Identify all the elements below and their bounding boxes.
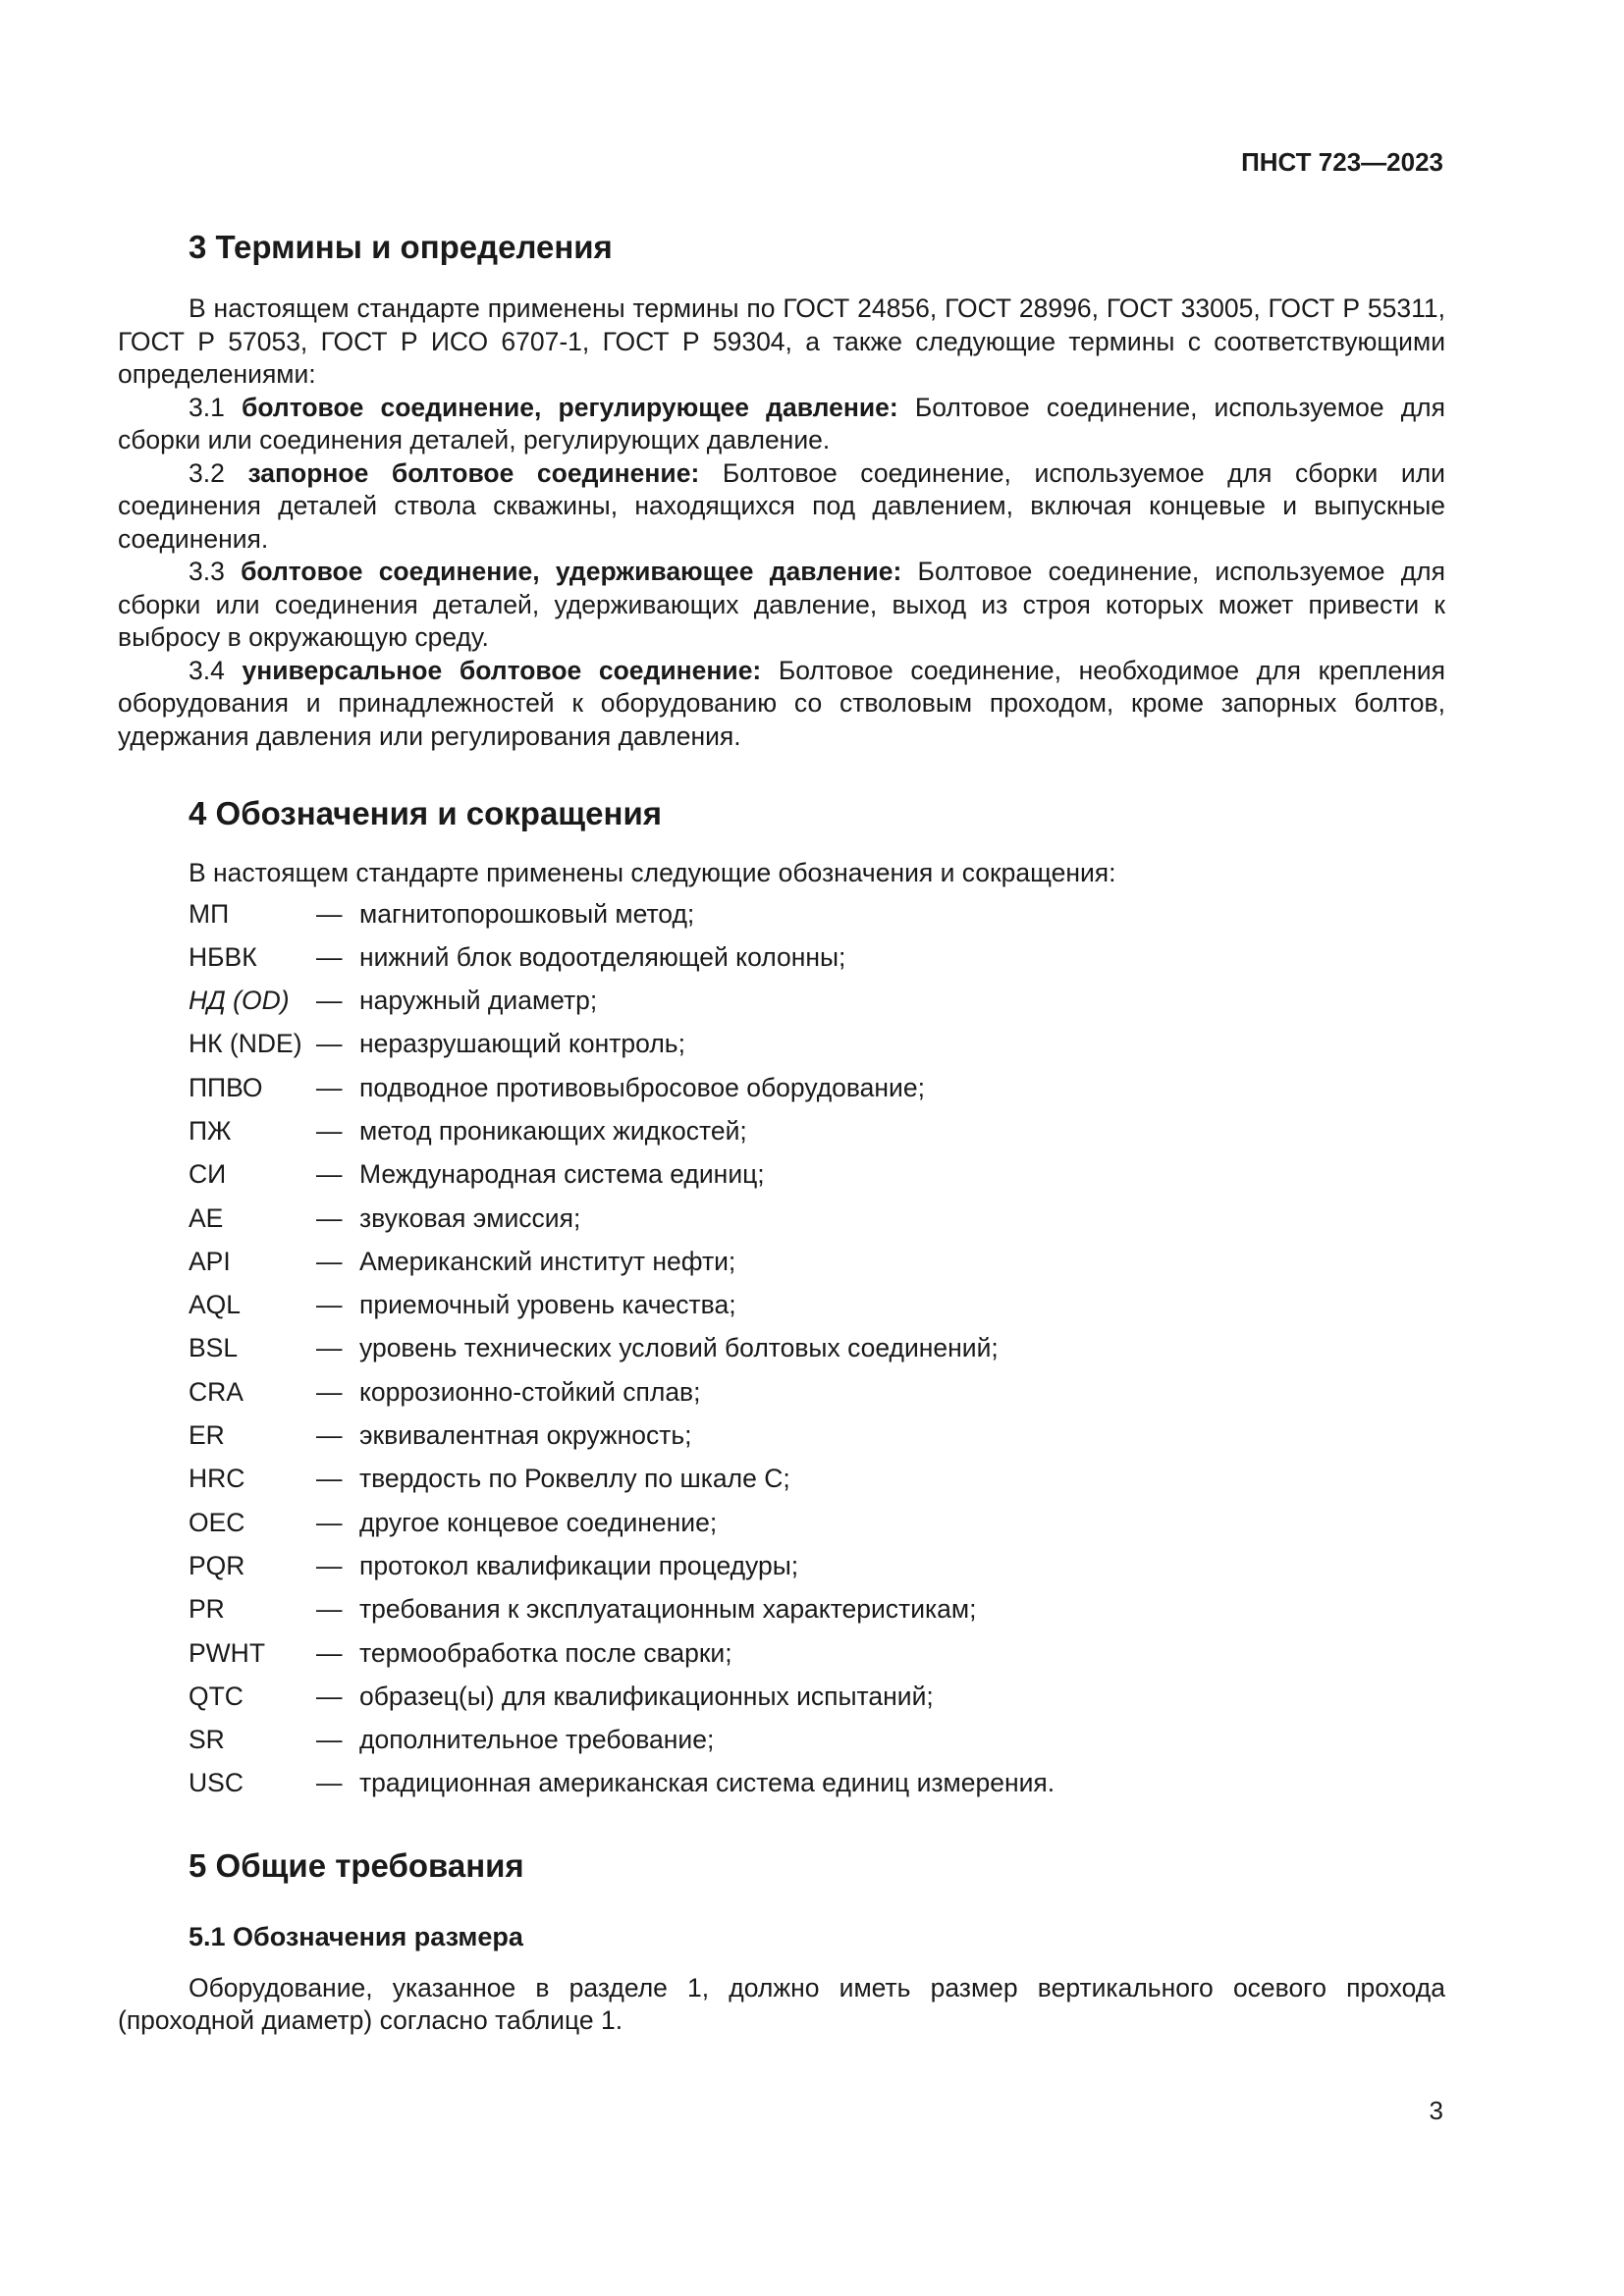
subsection-5-1-text: Оборудование, указанное в разделе 1, должно иметь размер вертикального осевого прохода (проходной диаметр) согласно таблице 1.	[118, 1972, 1445, 2036]
em-dash: —	[316, 1072, 343, 1102]
em-dash: —	[316, 1246, 343, 1276]
em-dash: —	[316, 1029, 343, 1059]
abbreviation: AQL	[189, 1290, 242, 1320]
abbreviation: ER	[189, 1420, 225, 1451]
abbreviation-description: Американский институт нефти;	[359, 1246, 736, 1276]
abbreviation-description: коррозионно-стойкий сплав;	[359, 1376, 701, 1407]
abbreviation: PWHT	[189, 1637, 266, 1668]
abbreviation-description: термообработка после сварки;	[359, 1637, 732, 1668]
em-dash: —	[316, 986, 343, 1016]
em-dash: —	[316, 1507, 343, 1537]
em-dash: —	[316, 1333, 343, 1363]
em-dash: —	[316, 1202, 343, 1233]
abbreviation-description: эквивалентная окружность;	[359, 1420, 692, 1451]
abbreviation-item	[118, 1202, 1445, 1246]
em-dash: —	[316, 1290, 343, 1320]
abbreviation: ПЖ	[189, 1115, 232, 1146]
abbreviation: API	[189, 1246, 231, 1276]
em-dash: —	[316, 1115, 343, 1146]
em-dash: —	[316, 898, 343, 929]
abbreviation-description: магнитопорошковый метод;	[359, 898, 695, 929]
abbreviation-description: другое концевое соединение;	[359, 1507, 718, 1537]
em-dash: —	[316, 1420, 343, 1451]
abbreviation-description: приемочный уровень качества;	[359, 1290, 736, 1320]
term-3-3	[118, 556, 1445, 655]
abbreviation: BSL	[189, 1333, 239, 1363]
abbreviation: AE	[189, 1202, 224, 1233]
term-definition: Болтовое соединение, используемое для сборки или соединения деталей ствола скважины, находящихся под давлением, включая концевые и выпускные соединения.	[118, 457, 1445, 554]
abbreviation-description: твердость по Роквеллу по шкале C;	[359, 1464, 790, 1494]
abbreviation-description: образец(ы) для квалификационных испытаний;	[359, 1681, 934, 1711]
abbreviation-description: протокол квалификации процедуры;	[359, 1550, 799, 1580]
abbreviation-description: дополнительное требование;	[359, 1725, 715, 1755]
term-number: 3.2	[189, 457, 225, 488]
abbreviation-description: неразрушающий контроль;	[359, 1029, 685, 1059]
abbreviation: НК (NDE)	[189, 1029, 302, 1059]
abbreviation: НБВК	[189, 941, 257, 972]
abbreviation-item	[118, 1463, 1445, 1506]
em-dash: —	[316, 1464, 343, 1494]
term-name: универсальное болтовое соединение:	[242, 655, 762, 685]
em-dash: —	[316, 1159, 343, 1190]
abbreviation-item	[118, 941, 1445, 985]
em-dash: —	[316, 1768, 343, 1798]
abbreviation-description: уровень технических условий болтовых соединений;	[359, 1333, 999, 1363]
abbreviation-item	[118, 898, 1445, 941]
abbreviation: HRC	[189, 1464, 245, 1494]
abbreviation-item	[118, 1550, 1445, 1593]
abbreviation: OEC	[189, 1507, 245, 1537]
term-name: запорное болтовое соединение:	[247, 457, 700, 488]
abbreviation-item	[118, 1115, 1445, 1158]
abbreviation-item	[118, 1419, 1445, 1463]
abbreviation-description: традиционная американская система единиц измерения.	[359, 1768, 1056, 1798]
abbreviation-item	[118, 1289, 1445, 1332]
em-dash: —	[316, 1550, 343, 1580]
document-id-header: ПНСТ 723—2023	[1241, 147, 1443, 177]
abbreviation-item	[118, 1246, 1445, 1289]
abbreviation-description: нижний блок водоотделяющей колонны;	[359, 941, 846, 972]
abbreviation-item	[118, 1681, 1445, 1724]
term-3-4	[118, 655, 1445, 754]
abbreviation-description: метод проникающих жидкостей;	[359, 1115, 747, 1146]
term-definition: Болтовое соединение, используемое для сборки или соединения деталей, регулирующих давление.	[118, 392, 1445, 454]
abbreviation-item	[118, 1158, 1445, 1201]
abbreviation-item	[118, 1332, 1445, 1375]
term-definition: Болтовое соединение, используемое для сборки или соединения деталей, удерживающих давление, выход из строя которых может привести к выбросу в окружающую среду.	[118, 557, 1445, 652]
term-definition: Болтовое соединение, необходимое для крепления оборудования и принадлежностей к оборудованию со стволовым проходом, кроме запорных болтов, удержания давления или регулирования давления.	[118, 655, 1445, 751]
abbreviation: QTC	[189, 1681, 244, 1711]
section-3-title: 3 Термины и определения	[189, 229, 613, 265]
section-4-title: 4 Обозначения и сокращения	[189, 795, 662, 831]
abbreviation-item	[118, 1507, 1445, 1550]
abbreviation: USC	[189, 1768, 244, 1798]
abbreviation-item	[118, 985, 1445, 1028]
abbreviation-item	[118, 1593, 1445, 1636]
section-5-title: 5 Общие требования	[189, 1846, 524, 1884]
term-3-2	[118, 457, 1445, 557]
page-number: 3	[1429, 2096, 1443, 2125]
page-content	[118, 224, 1445, 2038]
abbreviation: ППВО	[189, 1072, 263, 1102]
abbreviation-description: требования к эксплуатационным характеристикам;	[359, 1594, 977, 1625]
abbreviation: PR	[189, 1594, 225, 1625]
abbreviation-item	[118, 1028, 1445, 1071]
abbreviation: PQR	[189, 1550, 245, 1580]
em-dash: —	[316, 1725, 343, 1755]
em-dash: —	[316, 1681, 343, 1711]
abbreviation-description: звуковая эмиссия;	[359, 1202, 581, 1233]
section-3-intro: В настоящем стандарте применены термины по ГОСТ 24856, ГОСТ 28996, ГОСТ 33005, ГОСТ Р 55311, ГОСТ Р 57053, ГОСТ Р ИСО 6707-1, ГОСТ Р 59304, а также следующие термины с соответствующими определениями:	[118, 294, 1445, 389]
em-dash: —	[316, 941, 343, 972]
abbreviation-item	[118, 1637, 1445, 1681]
abbreviation-item	[118, 1724, 1445, 1767]
subsection-5-1-title: 5.1 Обозначения размера	[189, 1921, 523, 1951]
section-4-intro: В настоящем стандарте применены следующие обозначения и сокращения:	[189, 858, 1116, 887]
abbreviation-item	[118, 1072, 1445, 1115]
abbreviation-item	[118, 1376, 1445, 1419]
term-name: болтовое соединение, регулирующее давление:	[241, 392, 898, 422]
abbreviation-description: Международная система единиц;	[359, 1159, 765, 1190]
term-number: 3.4	[189, 655, 225, 685]
term-number: 3.3	[189, 557, 225, 586]
em-dash: —	[316, 1376, 343, 1407]
abbreviation-description: подводное противовыбросовое оборудование;	[359, 1072, 925, 1102]
em-dash: —	[316, 1594, 343, 1625]
term-name: болтовое соединение, удерживающее давление:	[241, 557, 902, 586]
abbreviation-item	[118, 1767, 1445, 1810]
abbreviation: CRA	[189, 1376, 244, 1407]
term-number: 3.1	[189, 392, 225, 422]
abbreviation: SR	[189, 1725, 225, 1755]
abbreviation: МП	[189, 898, 230, 929]
abbreviation-description: наружный диаметр;	[359, 986, 598, 1016]
em-dash: —	[316, 1637, 343, 1668]
abbreviation: СИ	[189, 1159, 227, 1190]
term-3-1	[118, 392, 1445, 457]
abbreviation-list	[118, 898, 1445, 1811]
abbreviation: НД (OD)	[189, 986, 290, 1016]
